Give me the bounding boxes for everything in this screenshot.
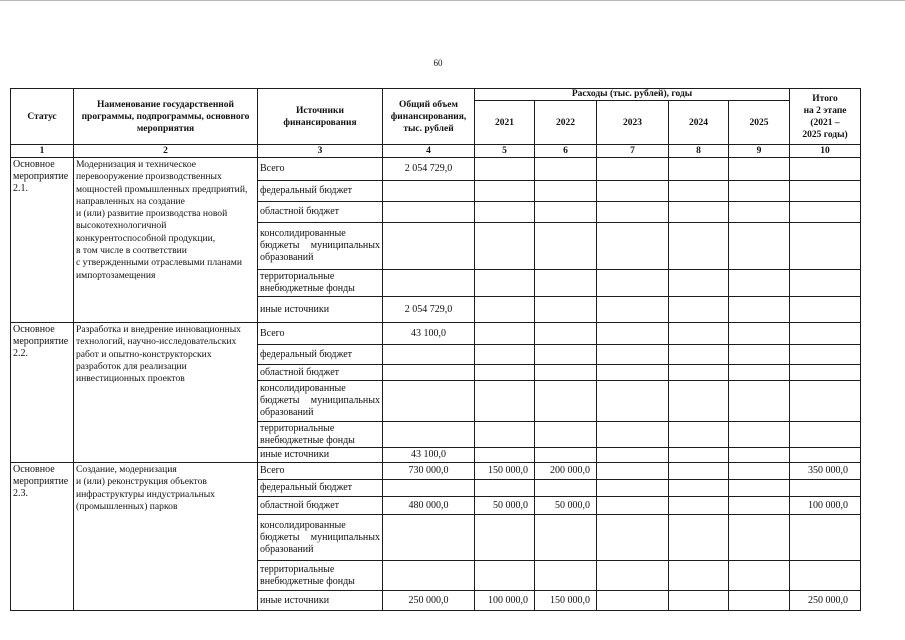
year-2022-cell: [535, 323, 597, 345]
source-row: [11, 323, 861, 345]
total-cell: 2 054 729,0: [383, 158, 475, 181]
status-line: Основное: [13, 464, 55, 475]
year-2025-cell: [729, 515, 790, 561]
year-2021-cell: [475, 181, 535, 202]
measure-name-line: Модернизация и техническое: [76, 159, 196, 170]
year-2024-cell: [669, 591, 729, 611]
stage-total-cell: [790, 515, 861, 561]
year-2025-cell: [729, 202, 790, 223]
year-2022-cell: [535, 480, 597, 497]
funding-source-cell: областной бюджет: [258, 202, 383, 223]
measure-name-line: (промышленных) парков: [76, 500, 178, 512]
year-2023-cell: [597, 323, 669, 345]
budget-table: [10, 88, 861, 611]
total-cell: 730 000,0: [383, 463, 475, 480]
year-2025-cell: [729, 381, 790, 422]
measure-name-cell: [74, 463, 258, 611]
year-2023-cell: [597, 223, 669, 270]
year-2023-cell: [597, 497, 669, 515]
year-2023-cell: [597, 297, 669, 323]
header-name-line: мероприятия: [136, 123, 195, 134]
year-2025-cell: [729, 158, 790, 181]
header-year-2025: 2025: [729, 101, 790, 145]
year-2022-cell: [535, 158, 597, 181]
column-number: 6: [535, 145, 597, 158]
year-2025-cell: [729, 497, 790, 515]
year-2022-cell: [535, 297, 597, 323]
year-2023-cell: [597, 422, 669, 448]
year-2021-cell: [475, 202, 535, 223]
year-2025-cell: [729, 223, 790, 270]
measure-name-line: и (или) реконструкция объектов: [76, 476, 207, 488]
stage-total-cell: 100 000,0: [790, 497, 861, 515]
header-sources-line: финансирования: [283, 117, 357, 128]
stage-total-cell: [790, 365, 861, 381]
total-cell: [383, 365, 475, 381]
funding-source-cell: иные источники: [258, 591, 383, 611]
year-2023-cell: [597, 181, 669, 202]
year-2022-cell: 200 000,0: [535, 463, 597, 480]
column-number: 1: [11, 145, 74, 158]
stage-total-cell: [790, 480, 861, 497]
year-2025-cell: [729, 463, 790, 480]
stage-total-cell: [790, 158, 861, 181]
header-total-line: Общий объем: [399, 99, 458, 110]
header-stage-total-line: Итого: [812, 93, 838, 104]
total-cell: 2 054 729,0: [383, 297, 475, 323]
year-2022-cell: [535, 345, 597, 365]
total-cell: [383, 223, 475, 270]
page-number: 60: [433, 58, 443, 68]
measure-name-line: с утвержденными отраслевыми планами: [76, 257, 242, 269]
funding-source-cell: консолидированные бюджеты муниципальных образований: [258, 515, 383, 561]
header-stage-total-line: (2021 –: [810, 117, 840, 128]
status-line: Основное: [13, 324, 55, 335]
stage-total-cell: 250 000,0: [790, 591, 861, 611]
column-number-row: [11, 145, 861, 158]
funding-source-cell: Всего: [258, 323, 383, 345]
column-number: 9: [729, 145, 790, 158]
scan-edge: [0, 0, 905, 1]
year-2025-cell: [729, 448, 790, 463]
stage-total-cell: [790, 345, 861, 365]
year-2025-cell: [729, 323, 790, 345]
year-2021-cell: [475, 158, 535, 181]
measure-name-line: конкурентоспособной продукции,: [76, 232, 216, 244]
header-total-line: финансирования,: [390, 111, 467, 122]
header-stage-total: [790, 89, 861, 145]
year-2024-cell: [669, 365, 729, 381]
year-2025-cell: [729, 345, 790, 365]
status-line: мероприятие: [13, 171, 69, 182]
year-2023-cell: [597, 448, 669, 463]
year-2022-cell: 50 000,0: [535, 497, 597, 515]
year-2021-cell: [475, 270, 535, 297]
year-2022-cell: [535, 223, 597, 270]
funding-source-cell: территориальные внебюджетные фонды: [258, 422, 383, 448]
measure-name-line: в том числе в соответствии: [76, 245, 187, 257]
year-2022-cell: [535, 365, 597, 381]
stage-total-cell: [790, 561, 861, 591]
funding-source-cell: иные источники: [258, 448, 383, 463]
column-number: 10: [790, 145, 861, 158]
funding-source-cell: Всего: [258, 158, 383, 181]
status-cell: [11, 323, 74, 463]
funding-source-cell: консолидированные бюджеты муниципальных образований: [258, 223, 383, 270]
measure-name-line: инфраструктуры индустриальных: [76, 488, 215, 500]
funding-source-cell: консолидированные бюджеты муниципальных образований: [258, 381, 383, 422]
year-2024-cell: [669, 323, 729, 345]
year-2025-cell: [729, 365, 790, 381]
header-expenses-by-year: Расходы (тыс. рублей), годы: [475, 89, 790, 101]
funding-source-cell: федеральный бюджет: [258, 480, 383, 497]
total-cell: 480 000,0: [383, 497, 475, 515]
year-2023-cell: [597, 345, 669, 365]
year-2025-cell: [729, 270, 790, 297]
year-2023-cell: [597, 270, 669, 297]
total-cell: [383, 515, 475, 561]
year-2023-cell: [597, 158, 669, 181]
total-cell: [383, 270, 475, 297]
total-cell: [383, 480, 475, 497]
column-number: 4: [383, 145, 475, 158]
total-cell: [383, 345, 475, 365]
column-number: 8: [669, 145, 729, 158]
stage-total-cell: [790, 448, 861, 463]
year-2023-cell: [597, 480, 669, 497]
year-2021-cell: [475, 297, 535, 323]
year-2021-cell: [475, 345, 535, 365]
year-2022-cell: [535, 381, 597, 422]
year-2021-cell: [475, 515, 535, 561]
table-body: [11, 158, 861, 611]
measure-name-line: высокотехнологичной: [76, 220, 167, 232]
status-line: 2.2.: [13, 348, 28, 359]
status-line: 2.1.: [13, 183, 28, 194]
measure-name-cell: [74, 158, 258, 323]
status-line: мероприятие: [13, 476, 69, 487]
total-cell: 43 100,0: [383, 448, 475, 463]
column-number: 5: [475, 145, 535, 158]
funding-source-cell: федеральный бюджет: [258, 345, 383, 365]
measure-name-line: инвестиционных проектов: [76, 373, 185, 385]
total-cell: [383, 181, 475, 202]
header-name-line: программы, подпрограммы, основного: [81, 111, 250, 122]
year-2023-cell: [597, 561, 669, 591]
year-2021-cell: [475, 422, 535, 448]
year-2024-cell: [669, 297, 729, 323]
status-cell: [11, 158, 74, 323]
year-2022-cell: [535, 181, 597, 202]
year-2022-cell: [535, 422, 597, 448]
measure-name-line: Создание, модернизация: [76, 464, 177, 475]
measure-name-line: мощностей промышленных предприятий,: [76, 183, 248, 195]
measure-name-line: и (или) развитие производства новой: [76, 208, 228, 220]
year-2025-cell: [729, 591, 790, 611]
year-2023-cell: [597, 515, 669, 561]
header-year-2022: 2022: [535, 101, 597, 145]
year-2024-cell: [669, 480, 729, 497]
stage-total-cell: [790, 381, 861, 422]
year-2022-cell: [535, 202, 597, 223]
funding-source-cell: Всего: [258, 463, 383, 480]
year-2022-cell: [535, 561, 597, 591]
header-year-2021: 2021: [475, 101, 535, 145]
year-2024-cell: [669, 223, 729, 270]
total-cell: [383, 202, 475, 223]
measure-name-line: разработок для реализации: [76, 360, 187, 372]
stage-total-cell: [790, 323, 861, 345]
stage-total-cell: [790, 270, 861, 297]
year-2023-cell: [597, 381, 669, 422]
funding-source-cell: федеральный бюджет: [258, 181, 383, 202]
year-2021-cell: [475, 381, 535, 422]
header-sources-line: Источники: [296, 105, 344, 116]
year-2023-cell: [597, 202, 669, 223]
status-line: мероприятие: [13, 336, 69, 347]
year-2021-cell: [475, 223, 535, 270]
year-2021-cell: [475, 480, 535, 497]
year-2025-cell: [729, 561, 790, 591]
year-2024-cell: [669, 422, 729, 448]
year-2024-cell: [669, 202, 729, 223]
column-number: 2: [74, 145, 258, 158]
measure-name-cell: [74, 323, 258, 463]
table-header: [11, 89, 861, 158]
year-2025-cell: [729, 480, 790, 497]
header-total-line: тыс. рублей: [403, 123, 454, 134]
source-row: [11, 463, 861, 480]
stage-total-cell: [790, 202, 861, 223]
year-2025-cell: [729, 422, 790, 448]
header-sources: [258, 89, 383, 145]
year-2024-cell: [669, 561, 729, 591]
header-year-2023: 2023: [597, 101, 669, 145]
header-year-2024: 2024: [669, 101, 729, 145]
header-row-top: [11, 89, 861, 101]
total-cell: [383, 561, 475, 591]
header-name-line: Наименование государственной: [96, 99, 235, 110]
year-2023-cell: [597, 591, 669, 611]
header-name: [74, 89, 258, 145]
header-status: Статус: [11, 89, 74, 145]
year-2021-cell: [475, 561, 535, 591]
funding-source-cell: территориальные внебюджетные фонды: [258, 561, 383, 591]
stage-total-cell: [790, 223, 861, 270]
status-line: Основное: [13, 159, 55, 170]
total-cell: [383, 422, 475, 448]
header-stage-total-line: на 2 этапе: [803, 105, 847, 116]
header-total: [383, 89, 475, 145]
year-2024-cell: [669, 448, 729, 463]
measure-name-line: технологий, научно-исследовательских: [76, 336, 237, 348]
year-2022-cell: [535, 515, 597, 561]
column-number: 7: [597, 145, 669, 158]
stage-total-cell: 350 000,0: [790, 463, 861, 480]
year-2024-cell: [669, 270, 729, 297]
measure-name-line: работ и опытно-конструкторских: [76, 348, 212, 360]
stage-total-cell: [790, 422, 861, 448]
year-2022-cell: 150 000,0: [535, 591, 597, 611]
measure-name-line: перевооружение производственных: [76, 171, 222, 183]
funding-source-cell: областной бюджет: [258, 365, 383, 381]
year-2024-cell: [669, 345, 729, 365]
year-2024-cell: [669, 497, 729, 515]
column-number: 3: [258, 145, 383, 158]
funding-source-cell: областной бюджет: [258, 497, 383, 515]
year-2022-cell: [535, 448, 597, 463]
status-cell: [11, 463, 74, 611]
measure-name-line: импортозамещения: [76, 269, 156, 281]
source-row: [11, 158, 861, 181]
total-cell: 43 100,0: [383, 323, 475, 345]
year-2024-cell: [669, 463, 729, 480]
year-2021-cell: 100 000,0: [475, 591, 535, 611]
year-2021-cell: [475, 448, 535, 463]
year-2024-cell: [669, 181, 729, 202]
year-2021-cell: 150 000,0: [475, 463, 535, 480]
year-2022-cell: [535, 270, 597, 297]
year-2025-cell: [729, 181, 790, 202]
year-2024-cell: [669, 381, 729, 422]
status-line: 2.3.: [13, 488, 28, 499]
year-2023-cell: [597, 365, 669, 381]
year-2024-cell: [669, 158, 729, 181]
total-cell: [383, 381, 475, 422]
year-2024-cell: [669, 515, 729, 561]
measure-name-line: Разработка и внедрение инновационных: [76, 324, 241, 335]
measure-name-line: направленных на создание: [76, 195, 185, 207]
year-2023-cell: [597, 463, 669, 480]
year-2021-cell: [475, 323, 535, 345]
header-stage-total-line: 2025 годы): [802, 129, 848, 140]
year-2025-cell: [729, 297, 790, 323]
year-2021-cell: [475, 365, 535, 381]
funding-source-cell: иные источники: [258, 297, 383, 323]
total-cell: 250 000,0: [383, 591, 475, 611]
year-2021-cell: 50 000,0: [475, 497, 535, 515]
stage-total-cell: [790, 181, 861, 202]
stage-total-cell: [790, 297, 861, 323]
funding-source-cell: территориальные внебюджетные фонды: [258, 270, 383, 297]
